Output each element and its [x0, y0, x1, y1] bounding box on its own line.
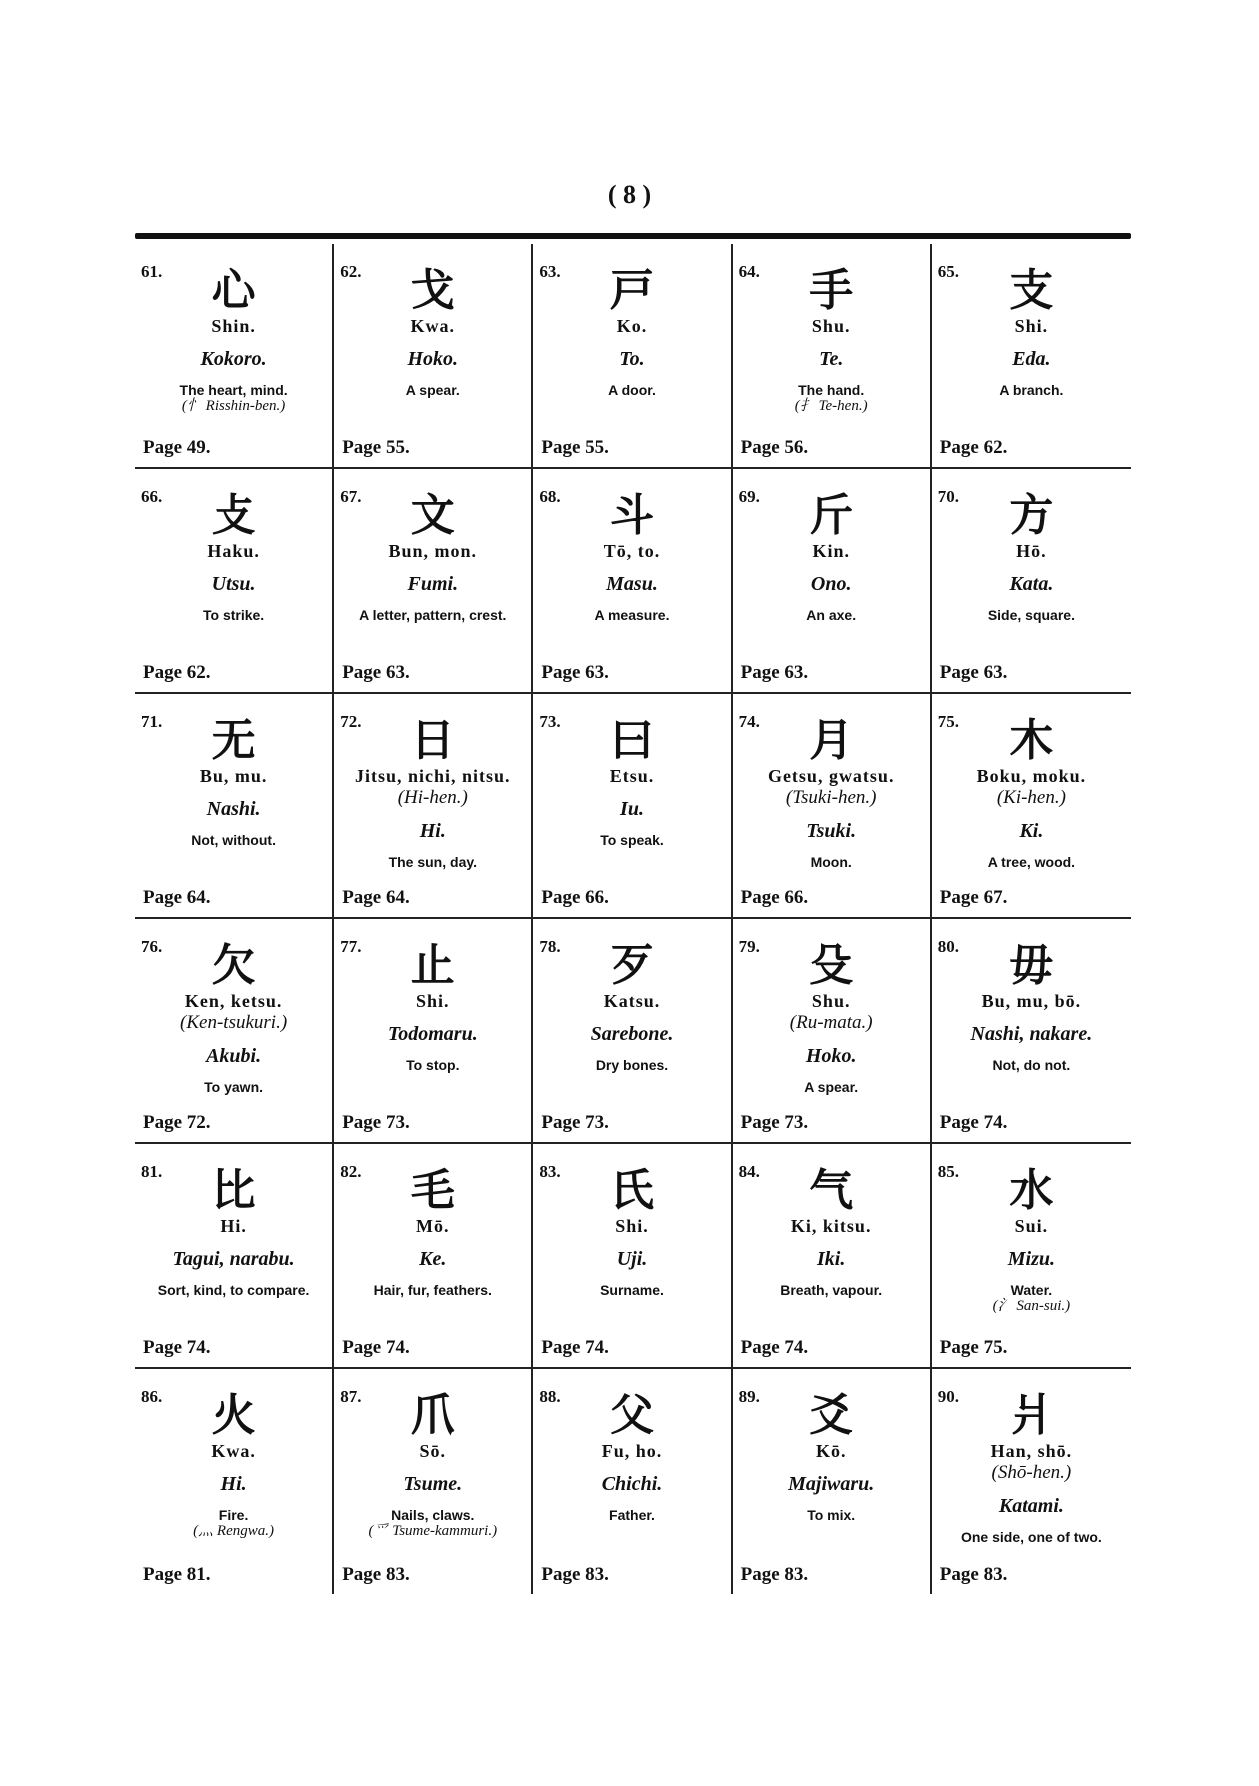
page-reference: Page 73.	[740, 1112, 809, 1133]
japanese-name: Ono.	[810, 572, 852, 595]
japanese-name: Akubi.	[206, 1045, 262, 1068]
entry-number: 69.	[738, 487, 760, 506]
radical-entry	[334, 694, 533, 919]
radical-entry	[334, 1144, 533, 1369]
page-reference: Page 67.	[939, 887, 1008, 908]
japanese-name: Uji.	[616, 1247, 648, 1270]
entry-number: 83.	[539, 1162, 561, 1181]
meaning: To stop.	[406, 1056, 460, 1073]
radical-entry	[733, 244, 932, 469]
entry-text	[537, 989, 726, 1104]
reading: Fu, ho.	[601, 1441, 663, 1461]
page-reference: Page 63.	[740, 662, 809, 683]
reading: Ken, ketsu.	[184, 991, 283, 1011]
kanji-character: 无	[211, 715, 256, 766]
radical-entry	[932, 1144, 1131, 1369]
radical-entry	[932, 694, 1131, 919]
radical-entry	[334, 919, 533, 1144]
entry-text	[537, 539, 726, 654]
entry-number: 73.	[539, 712, 561, 731]
entry-number: 67.	[340, 487, 362, 506]
japanese-name: Mizu.	[1007, 1247, 1056, 1270]
page-reference: Page 72.	[143, 1112, 211, 1133]
reading: Shi.	[615, 1216, 649, 1236]
page-reference: Page 74.	[740, 1337, 809, 1358]
kanji-character: 氏	[609, 1165, 654, 1216]
japanese-name: Hoko.	[805, 1045, 857, 1068]
kanji-character: 方	[1009, 490, 1054, 541]
radical-entry	[334, 1369, 533, 1594]
reading: Haku.	[207, 541, 260, 561]
japanese-name: Kokoro.	[200, 347, 267, 370]
entry-text	[139, 989, 328, 1104]
meaning: One side, one of two.	[960, 1529, 1102, 1546]
japanese-name: Ke.	[419, 1247, 447, 1270]
page-reference: Page 49.	[143, 437, 211, 458]
reading: Kin.	[812, 541, 850, 561]
sub-reading: (Hi-hen.)	[397, 786, 468, 808]
japanese-name: Ki.	[1019, 820, 1044, 843]
radical-entry	[733, 1369, 932, 1594]
radical-entry	[932, 919, 1131, 1144]
japanese-name: Tsuki.	[806, 820, 857, 843]
meaning: Surname.	[600, 1281, 664, 1298]
meaning: Hair, fur, feathers.	[373, 1281, 492, 1298]
entry-number: 80.	[937, 937, 960, 956]
page-reference: Page 56.	[740, 437, 809, 458]
entry-number: 72.	[340, 712, 362, 731]
entry-text	[936, 989, 1127, 1104]
page-reference: Page 63.	[541, 662, 609, 683]
japanese-name: Tsume.	[403, 1472, 463, 1495]
entry-text	[737, 314, 926, 429]
entry-text	[139, 539, 328, 654]
entry-number: 68.	[539, 487, 561, 506]
radical-entry	[135, 694, 334, 919]
reading: Tō, to.	[603, 541, 661, 561]
meaning: A door.	[608, 381, 656, 398]
entry-text	[936, 764, 1127, 879]
reading: Shin.	[211, 316, 256, 336]
radical-entry	[135, 1144, 334, 1369]
radical-entry	[932, 244, 1131, 469]
reading: Shi.	[1014, 316, 1049, 336]
entry-number: 84.	[738, 1162, 760, 1181]
kanji-character: 爿	[1009, 1390, 1054, 1441]
japanese-name: Kata.	[1009, 572, 1054, 595]
entry-text	[338, 1214, 527, 1329]
reading: Jitsu, nichi, nitsu.	[355, 766, 511, 786]
meaning: A measure.	[594, 606, 670, 623]
page-reference: Page 74.	[143, 1337, 211, 1358]
kanji-character: 止	[410, 940, 455, 991]
kanji-character: 爪	[410, 1390, 455, 1441]
radical-entry	[533, 469, 732, 694]
kanji-character: 火	[211, 1390, 256, 1441]
reading: Mō.	[416, 1216, 450, 1236]
kanji-character: 毋	[1009, 940, 1054, 991]
entry-number: 70.	[937, 487, 960, 506]
meaning: Breath, vapour.	[780, 1281, 883, 1298]
japanese-name: Todomaru.	[387, 1022, 478, 1045]
reading: Kwa.	[211, 1441, 256, 1461]
meaning: Not, do not.	[992, 1056, 1071, 1073]
meaning: To strike.	[202, 606, 265, 623]
reading: Kō.	[815, 1441, 847, 1461]
radical-entry	[533, 1369, 732, 1594]
page-reference: Page 73.	[541, 1112, 609, 1133]
meaning: A spear.	[405, 381, 460, 398]
meaning: To yawn.	[204, 1079, 264, 1096]
meaning: Nails, claws.	[391, 1506, 475, 1523]
reading: Sui.	[1014, 1216, 1049, 1236]
page-reference: Page 74.	[541, 1337, 609, 1358]
radical-variant: (爫 Tsume-kammuri.)	[368, 1523, 498, 1540]
radical-entry	[533, 919, 732, 1144]
page-reference: Page 63.	[939, 662, 1008, 683]
page-reference: Page 64.	[143, 887, 211, 908]
reading: Etsu.	[609, 766, 655, 786]
kanji-character: 欠	[211, 940, 256, 991]
page-reference: Page 63.	[342, 662, 410, 683]
entry-text	[737, 1439, 926, 1556]
meaning: A spear.	[804, 1079, 859, 1096]
japanese-name: Hoko.	[407, 347, 459, 370]
entry-text	[936, 314, 1127, 429]
page-reference: Page 62.	[143, 662, 211, 683]
kanji-character: 月	[809, 715, 854, 766]
japanese-name: Nashi, nakare.	[970, 1022, 1093, 1045]
entry-number: 89.	[738, 1387, 760, 1406]
reading: Ko.	[616, 316, 648, 336]
reading: Boku, moku.	[976, 766, 1087, 786]
japanese-name: Iki.	[817, 1247, 846, 1270]
japanese-name: Sarebone.	[590, 1022, 674, 1045]
entry-text	[737, 989, 926, 1104]
japanese-name: Hi.	[220, 1472, 247, 1495]
kanji-character: 日	[410, 715, 455, 766]
entry-text	[338, 764, 527, 879]
page-reference: Page 75.	[939, 1337, 1008, 1358]
radical-entry	[533, 244, 732, 469]
page-reference: Page 83.	[939, 1564, 1008, 1585]
meaning: Dry bones.	[595, 1056, 669, 1073]
page-number: ( 8 )	[607, 180, 652, 209]
reading: Han, shō.	[990, 1441, 1073, 1461]
page-reference: Page 64.	[342, 887, 410, 908]
meaning: A branch.	[999, 381, 1064, 398]
kanji-character: 曰	[609, 715, 654, 766]
reading: Hō.	[1016, 541, 1047, 561]
meaning: Water.	[1010, 1281, 1053, 1298]
entry-number: 71.	[141, 712, 163, 731]
kanji-character: 比	[211, 1165, 256, 1216]
radical-entry	[135, 919, 334, 1144]
kanji-character: 水	[1009, 1165, 1054, 1216]
reading: Bu, mu.	[199, 766, 268, 786]
entry-text	[936, 1214, 1127, 1329]
japanese-name: Nashi.	[206, 797, 261, 820]
kanji-character: 歹	[609, 940, 654, 991]
reading: Hi.	[220, 1216, 247, 1236]
kanji-character: 支	[1009, 265, 1054, 316]
japanese-name: Eda.	[1012, 347, 1051, 370]
radical-entry	[932, 469, 1131, 694]
entry-text	[537, 764, 726, 879]
sub-reading: (Ki-hen.)	[996, 786, 1066, 808]
radical-entry	[135, 244, 334, 469]
japanese-name: Katami.	[998, 1495, 1064, 1518]
sub-reading: (Ru-mata.)	[789, 1011, 873, 1033]
radical-entry	[533, 1144, 732, 1369]
reading: Shu.	[811, 316, 851, 336]
radical-variant: (忄 Risshin-ben.)	[181, 398, 286, 415]
page-reference: Page 83.	[541, 1564, 609, 1585]
meaning: A tree, wood.	[987, 854, 1076, 871]
kanji-character: 心	[211, 265, 256, 316]
meaning: Fire.	[218, 1506, 249, 1523]
entry-text	[737, 764, 926, 879]
meaning: To mix.	[807, 1506, 856, 1523]
radical-variant: (扌 Te-hen.)	[794, 398, 868, 415]
kanji-character: 殳	[809, 940, 854, 991]
entry-text	[537, 1439, 726, 1556]
entry-text	[139, 1439, 328, 1556]
reading: Bun, mon.	[388, 541, 478, 561]
entry-number: 66.	[141, 487, 163, 506]
radical-entry	[733, 694, 932, 919]
reading: Shi.	[416, 991, 450, 1011]
japanese-name: To.	[619, 347, 645, 370]
sub-reading: (Ken-tsukuri.)	[180, 1011, 288, 1033]
page-reference: Page 74.	[342, 1337, 410, 1358]
japanese-name: Iu.	[620, 797, 644, 820]
page-reference: Page 83.	[342, 1564, 410, 1585]
entry-text	[338, 539, 527, 654]
japanese-name: Te.	[819, 347, 844, 370]
meaning: An axe.	[806, 606, 857, 623]
kanji-character: 文	[410, 490, 455, 541]
entry-number: 79.	[738, 937, 760, 956]
radical-entry	[932, 1369, 1131, 1594]
radical-table	[135, 244, 1131, 1594]
entry-text	[139, 314, 328, 429]
radical-entry	[733, 469, 932, 694]
entry-number: 87.	[340, 1387, 362, 1406]
entry-number: 61.	[141, 262, 163, 281]
entry-number: 90.	[937, 1387, 960, 1406]
kanji-character: 斤	[809, 490, 854, 541]
meaning: The hand.	[798, 381, 865, 398]
page-reference: Page 55.	[541, 437, 609, 458]
japanese-name: Hi.	[419, 820, 446, 843]
radical-entry	[135, 469, 334, 694]
reading: Shu.	[811, 991, 851, 1011]
kanji-character: 戈	[410, 265, 455, 316]
reading: Katsu.	[603, 991, 661, 1011]
entry-text	[537, 314, 726, 429]
page-reference: Page 83.	[740, 1564, 809, 1585]
meaning: To speak.	[600, 831, 664, 848]
entry-text	[338, 989, 527, 1104]
entry-number: 62.	[340, 262, 362, 281]
entry-number: 85.	[937, 1162, 960, 1181]
page-reference: Page 62.	[939, 437, 1008, 458]
entry-text	[338, 314, 527, 429]
radical-entry	[334, 469, 533, 694]
page-reference: Page 55.	[342, 437, 410, 458]
entry-number: 74.	[738, 712, 760, 731]
kanji-character: 攴	[211, 490, 256, 541]
japanese-name: Chichi.	[601, 1472, 663, 1495]
kanji-character: 戸	[609, 265, 654, 316]
entry-number: 86.	[141, 1387, 163, 1406]
meaning: The heart, mind.	[179, 381, 288, 398]
japanese-name: Masu.	[606, 572, 658, 595]
entry-text	[139, 1214, 328, 1329]
entry-text	[936, 1439, 1127, 1556]
header-rule	[135, 233, 1131, 239]
japanese-name: Fumi.	[407, 572, 459, 595]
entry-number: 76.	[141, 937, 163, 956]
reading: Ki, kitsu.	[790, 1216, 872, 1236]
radical-entry	[533, 694, 732, 919]
kanji-character: 父	[609, 1390, 654, 1441]
kanji-character: 气	[809, 1165, 854, 1216]
entry-number: 64.	[738, 262, 760, 281]
radical-entry	[733, 1144, 932, 1369]
page-reference: Page 73.	[342, 1112, 410, 1133]
entry-text	[338, 1439, 527, 1556]
meaning: Not, without.	[191, 831, 276, 848]
entry-number: 65.	[937, 262, 960, 281]
entry-number: 63.	[539, 262, 561, 281]
page-reference: Page 66.	[740, 887, 809, 908]
reading: Sō.	[419, 1441, 447, 1461]
japanese-name: Tagui, narabu.	[172, 1247, 295, 1270]
meaning: Father.	[609, 1506, 655, 1523]
entry-number: 81.	[141, 1162, 163, 1181]
sub-reading: (Tsuki-hen.)	[785, 786, 877, 808]
reading: Kwa.	[410, 316, 456, 336]
entry-number: 75.	[937, 712, 960, 731]
radical-entry	[733, 919, 932, 1144]
kanji-character: 木	[1009, 715, 1054, 766]
kanji-character: 手	[809, 265, 854, 316]
sub-reading: (Shō-hen.)	[991, 1461, 1072, 1483]
entry-text	[139, 764, 328, 879]
reading: Bu, mu, bō.	[981, 991, 1082, 1011]
japanese-name: Utsu.	[211, 572, 256, 595]
meaning: The sun, day.	[388, 854, 477, 871]
meaning: Sort, kind, to compare.	[157, 1281, 310, 1298]
entry-number: 82.	[340, 1162, 362, 1181]
page-reference: Page 74.	[939, 1112, 1008, 1133]
entry-number: 78.	[539, 937, 561, 956]
page-reference: Page 81.	[143, 1564, 211, 1585]
entry-text	[936, 539, 1127, 654]
radical-entry	[135, 1369, 334, 1594]
meaning: A letter, pattern, crest.	[359, 606, 507, 623]
meaning: Side, square.	[987, 606, 1075, 623]
radical-variant: (灬 Rengwa.)	[193, 1523, 274, 1540]
entry-number: 77.	[340, 937, 362, 956]
entry-text	[537, 1214, 726, 1329]
japanese-name: Majiwaru.	[788, 1472, 875, 1495]
kanji-character: 斗	[609, 490, 654, 541]
kanji-character: 毛	[410, 1165, 455, 1216]
radical-entry	[334, 244, 533, 469]
meaning: Moon.	[810, 854, 852, 871]
entry-text	[737, 1214, 926, 1329]
radical-variant: (氵 San-sui.)	[992, 1298, 1071, 1315]
entry-number: 88.	[539, 1387, 561, 1406]
kanji-character: 爻	[809, 1390, 854, 1441]
page-reference: Page 66.	[541, 887, 609, 908]
entry-text	[737, 539, 926, 654]
reading: Getsu, gwatsu.	[767, 766, 895, 786]
